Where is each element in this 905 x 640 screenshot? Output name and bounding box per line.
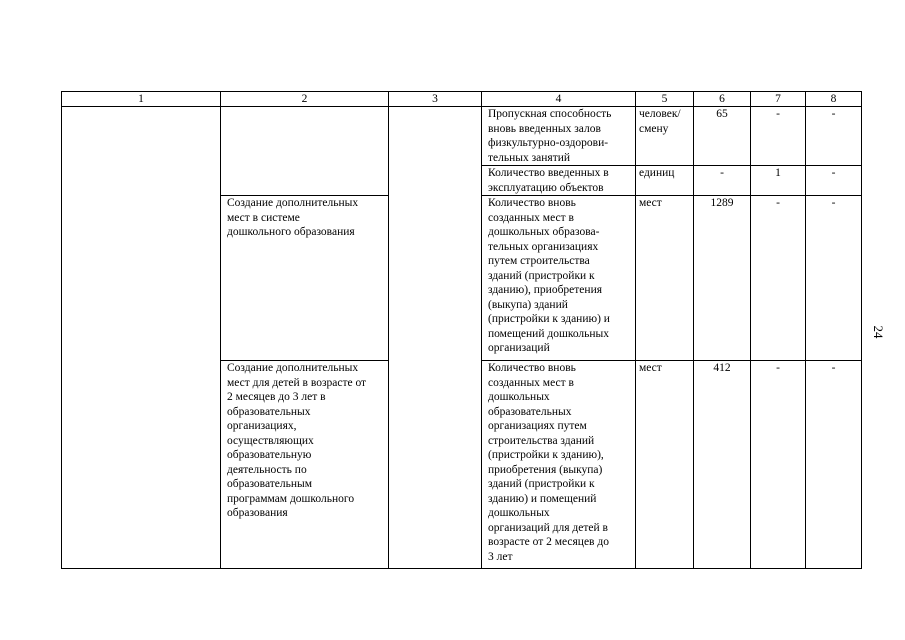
value-col7: - (751, 361, 806, 569)
activity-cell: Создание дополнительных мест в системе дошкольного образования (221, 196, 389, 361)
indicator-cell: Пропускная способность вновь введенных залов физкультурно-оздорови- тельных занятий (482, 107, 636, 166)
col-number-2: 2 (221, 92, 389, 107)
value-col7: - (751, 196, 806, 361)
indicator-cell: Количество вновь созданных мест в дошкольных образовательных организациях путем строительства зданий (пристройки к зданию), приобретения (выкупа) зданий (пристройки к зданию) и помещений дошкольных организаций для детей в возрасте от 2 месяцев до 3 лет (482, 361, 636, 569)
col-number-8: 8 (806, 92, 862, 107)
page-number: 24 (871, 325, 886, 339)
col-number-7: 7 (751, 92, 806, 107)
col-number-1: 1 (62, 92, 221, 107)
indicator-cell: Количество введенных в эксплуатацию объектов (482, 166, 636, 196)
value-col8: - (806, 361, 862, 569)
value-col8: - (806, 107, 862, 166)
activity-cell (221, 107, 389, 196)
col-number-5: 5 (636, 92, 694, 107)
indicators-table (61, 91, 862, 569)
col3-cell (389, 107, 482, 569)
value-col8: - (806, 166, 862, 196)
table-row (62, 107, 862, 166)
col1-cell (62, 107, 221, 569)
col-number-4: 4 (482, 92, 636, 107)
value-col7: 1 (751, 166, 806, 196)
unit-cell: единиц (636, 166, 694, 196)
unit-cell: мест (636, 196, 694, 361)
col-number-6: 6 (694, 92, 751, 107)
value-col6: - (694, 166, 751, 196)
col-number-3: 3 (389, 92, 482, 107)
value-col6: 412 (694, 361, 751, 569)
activity-cell: Создание дополнительных мест для детей в возрасте от 2 месяцев до 3 лет в образовательных организациях, осуществляющих образовательную деятельность по образовательным программам дошкольного образования (221, 361, 389, 569)
header-row (62, 92, 862, 107)
unit-cell: человек/ смену (636, 107, 694, 166)
unit-cell: мест (636, 361, 694, 569)
value-col6: 1289 (694, 196, 751, 361)
indicator-cell: Количество вновь созданных мест в дошкольных образова- тельных организациях путем строительства зданий (пристройки к зданию), приобретения (выкупа) зданий (пристройки к зданию) и помещений дошкольных организаций (482, 196, 636, 361)
value-col8: - (806, 196, 862, 361)
value-col6: 65 (694, 107, 751, 166)
value-col7: - (751, 107, 806, 166)
